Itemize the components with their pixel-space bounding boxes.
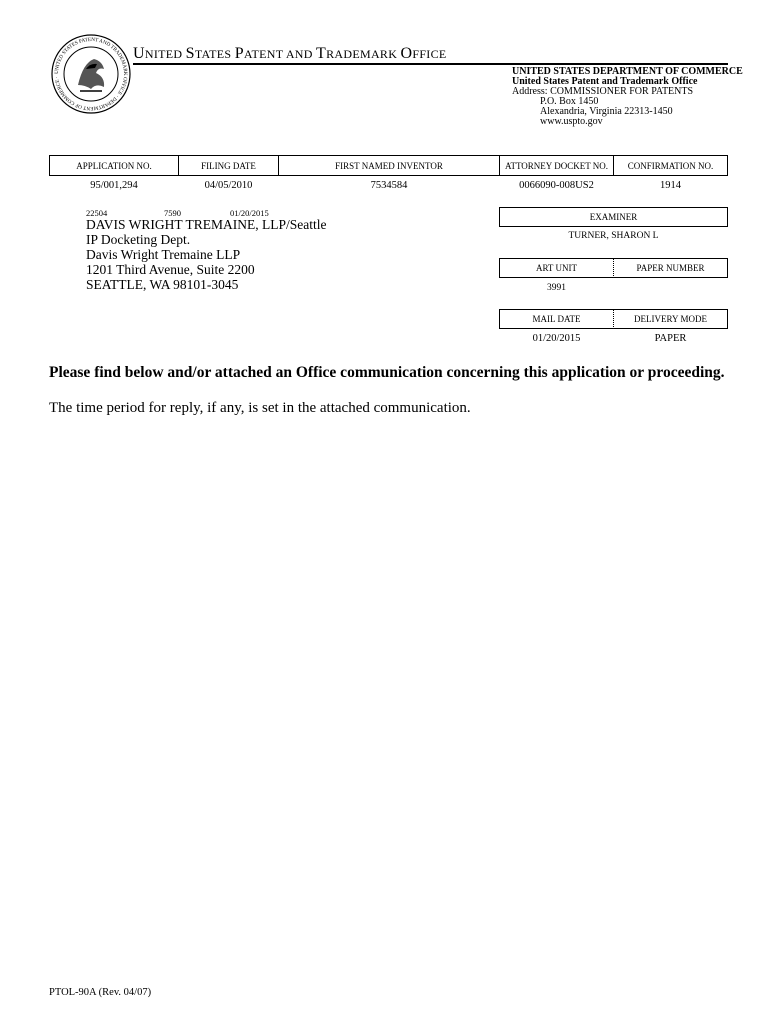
office-title: UNITED STATES PATENT AND TRADEMARK OFFICE — [133, 45, 447, 62]
delivery-mode-label: DELIVERY MODE — [613, 309, 728, 329]
svg-text:UNITED STATES PATENT AND TRADE: UNITED STATES PATENT AND TRADEMARK OFFICE · DEPARTMENT OF COMMERCE · — [53, 36, 129, 112]
header-application-no: APPLICATION NO. — [49, 155, 179, 176]
value-application-no: 95/001,294 — [90, 180, 138, 191]
correspondence-address — [86, 217, 327, 292]
value-confirmation-no: 1914 — [660, 180, 681, 191]
art-unit-value: 3991 — [547, 283, 566, 293]
mail-date-label: MAIL DATE — [499, 309, 614, 329]
office-name: United States Patent and Trademark Office — [512, 76, 698, 87]
address-line: 1201 Third Avenue, Suite 2200 — [86, 262, 255, 277]
office-communication-notice: Please find below and/or attached an Office communication concerning this application or proceeding. — [49, 364, 725, 381]
correspondence-code: 7590 — [164, 208, 181, 218]
value-first-named-inventor: 7534584 — [370, 180, 408, 191]
address-line: IP Docketing Dept. — [86, 232, 191, 247]
value-attorney-docket-no: 0066090-008US2 — [519, 180, 594, 191]
delivery-mode-value: PAPER — [654, 333, 687, 344]
reply-period-text: The time period for reply, if any, is set in the attached communication. — [49, 400, 471, 416]
department-block — [512, 67, 743, 127]
examiner-label: EXAMINER — [499, 207, 728, 227]
header-first-named-inventor: FIRST NAMED INVENTOR — [278, 155, 500, 176]
mail-date-value: 01/20/2015 — [532, 333, 581, 344]
customer-number: 22504 — [86, 208, 108, 218]
address-line3: Alexandria, Virginia 22313-1450 — [540, 106, 673, 117]
examiner-name: TURNER, SHARON L — [568, 231, 659, 241]
address-line: SEATTLE, WA 98101-3045 — [86, 277, 239, 292]
title-rule — [133, 63, 728, 65]
header-confirmation-no: CONFIRMATION NO. — [613, 155, 728, 176]
address-line: DAVIS WRIGHT TREMAINE, LLP/Seattle — [86, 217, 327, 232]
header-attorney-docket-no: ATTORNEY DOCKET NO. — [499, 155, 614, 176]
correspondence-date: 01/20/2015 — [230, 208, 269, 218]
paper-number-label: PAPER NUMBER — [613, 258, 728, 278]
form-number: PTOL-90A (Rev. 04/07) — [49, 987, 152, 998]
address-line: Davis Wright Tremaine LLP — [86, 247, 241, 262]
value-filing-date: 04/05/2010 — [204, 180, 253, 191]
header-filing-date: FILING DATE — [178, 155, 279, 176]
address-line2: P.O. Box 1450 — [540, 96, 599, 107]
art-unit-label: ART UNIT — [499, 258, 614, 278]
department-name: UNITED STATES DEPARTMENT OF COMMERCE — [512, 66, 743, 77]
uspto-seal — [50, 33, 132, 115]
website: www.uspto.gov — [540, 116, 603, 127]
address-line1: Address: COMMISSIONER FOR PATENTS — [512, 86, 694, 97]
